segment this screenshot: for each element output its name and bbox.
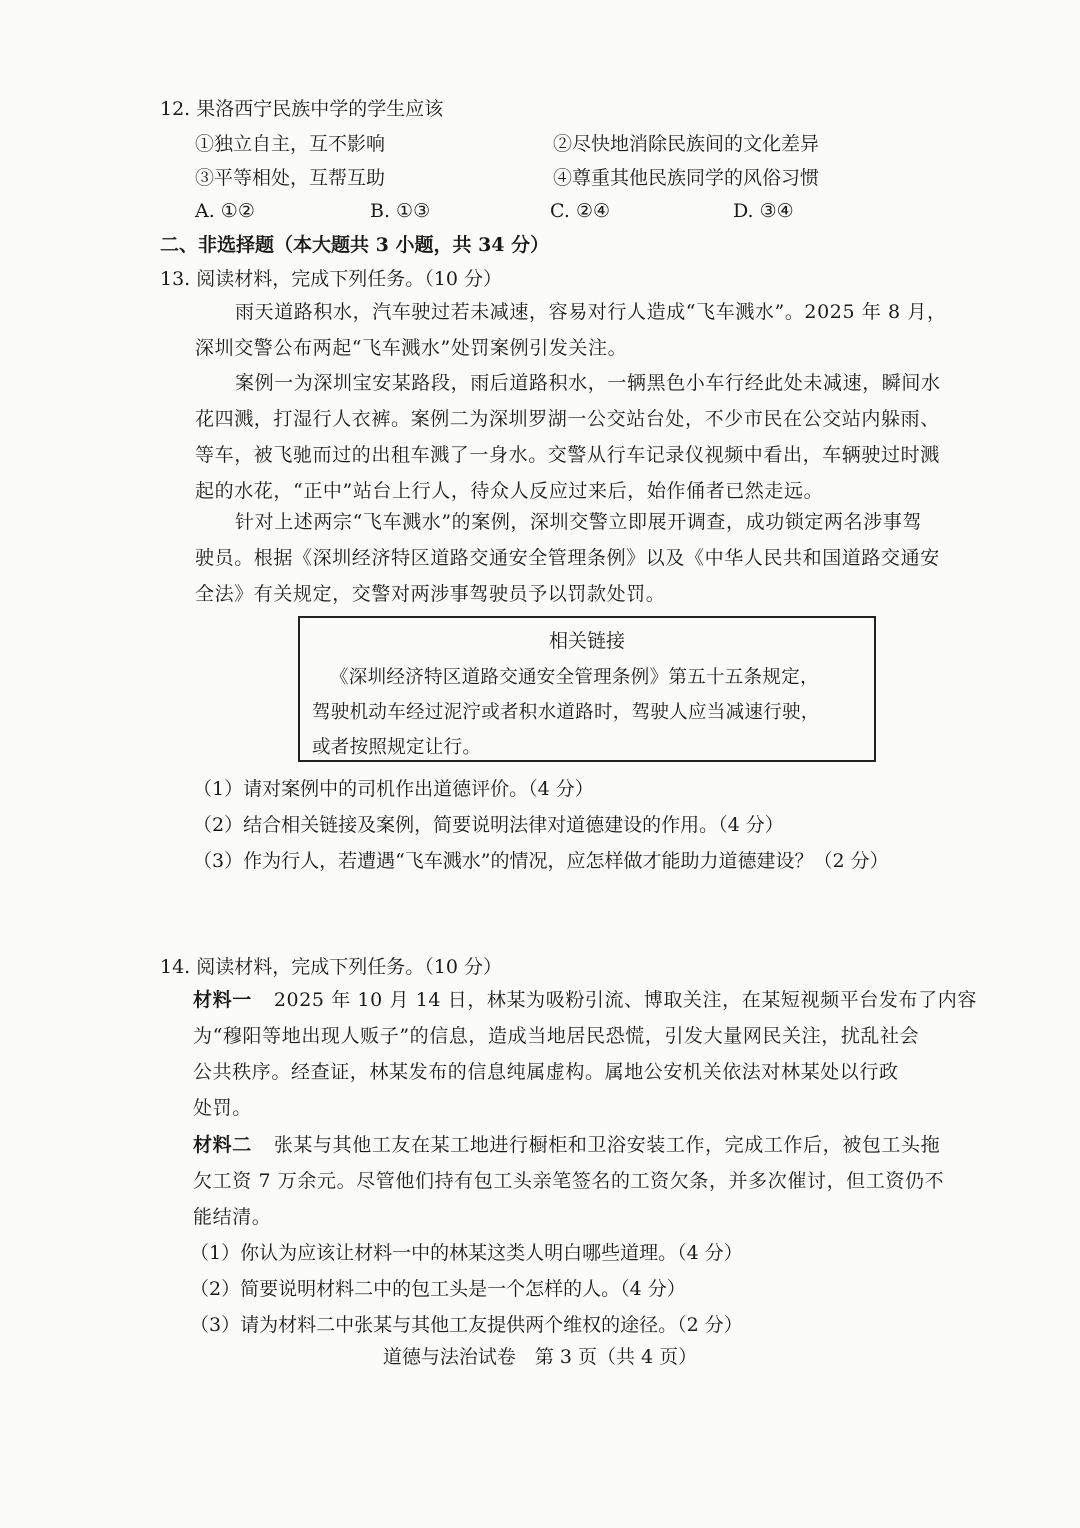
q13-p2-line-4: 起的水花，“正中”站台上行人，待众人反应过来后，始作俑者已然走远。	[195, 480, 824, 502]
material-2-label: 材料二	[193, 1134, 252, 1156]
q13-p1-line-1: 雨天道路积水，汽车驶过若未减速，容易对行人造成“飞车溅水”。2025 年 8 月，	[235, 301, 947, 323]
q13-task-1: （1）请对案例中的司机作出道德评价。（4 分）	[193, 778, 594, 800]
q13-task-3: （3）作为行人，若遭遇“飞车溅水”的情况，应怎样做才能助力道德建设？（2 分）	[193, 850, 889, 872]
q13-paragraph-2	[195, 365, 995, 509]
related-link-line-2: 驾驶机动车经过泥泞或者积水道路时，驾驶人应当减速行驶，	[312, 702, 820, 723]
q13-p3-line-2: 驶员。根据《深圳经济特区道路交通安全管理条例》以及《中华人民共和国道路交通安	[195, 547, 940, 569]
q14-material-2	[193, 1127, 993, 1235]
q12-option-b: B. ①③	[370, 200, 431, 222]
related-link-line-3: 或者按照规定让行。	[312, 737, 482, 758]
q13-p3-line-1: 针对上述两宗“飞车溅水”的案例，深圳交警立即展开调查，成功锁定两名涉事驾	[235, 511, 923, 533]
q12-item-1: ①独立自主，互不影响	[195, 133, 386, 155]
q14-m1-line-1	[193, 982, 993, 1018]
q12-option-d: D. ③④	[733, 200, 794, 222]
q14-material-1	[193, 982, 993, 1126]
section2-heading: 二、非选择题（本大题共 3 小题，共 34 分）	[160, 234, 550, 256]
material-1-label: 材料一	[193, 989, 252, 1011]
q14-task-2: （2）简要说明材料二中的包工头是一个怎样的人。（4 分）	[190, 1278, 686, 1300]
q14-m1-line-3: 公共秩序。经查证，林某发布的信息纯属虚构。属地公安机关依法对林某处以行政	[193, 1061, 899, 1083]
related-link-line-1: 《深圳经济特区道路交通安全管理条例》第五十五条规定，	[330, 667, 819, 688]
q14-task-1: （1）你认为应该让材料一中的林某这类人明白哪些道理。（4 分）	[190, 1242, 743, 1264]
q12-option-c: C. ②④	[550, 200, 611, 222]
q14-stem: 14. 阅读材料，完成下列任务。（10 分）	[160, 956, 502, 978]
q13-stem: 13. 阅读材料，完成下列任务。（10 分）	[160, 268, 502, 290]
page-footer: 道德与法治试卷 第 3 页（共 4 页）	[382, 1346, 698, 1368]
q13-p2-line-1: 案例一为深圳宝安某路段，雨后道路积水，一辆黑色小车行经此处未减速，瞬间水	[235, 372, 941, 394]
q13-p2-line-2: 花四溅，打湿行人衣裤。案例二为深圳罗湖一公交站台处，不少市民在公交站内躲雨、	[195, 408, 940, 430]
q13-task-2: （2）结合相关链接及案例，简要说明法律对道德建设的作用。（4 分）	[193, 814, 784, 836]
q14-m2-line-3: 能结清。	[193, 1206, 272, 1228]
q14-m2-text-1: 张某与其他工友在某工地进行橱柜和卫浴安装工作，完成工作后，被包工头拖	[273, 1134, 941, 1156]
q14-m2-line-2: 欠工资 7 万余元。尽管他们持有包工头亲笔签名的工资欠条，并多次催讨，但工资仍不	[193, 1170, 945, 1192]
related-link-title: 相关链接	[548, 630, 625, 652]
q13-p2-line-3: 等车，被飞驰而过的出租车溅了一身水。交警从行车记录仪视频中看出，车辆驶过时溅	[195, 444, 940, 466]
related-link-body	[312, 660, 864, 765]
q14-task-3: （3）请为材料二中张某与其他工友提供两个维权的途径。（2 分）	[190, 1314, 743, 1336]
q12-option-a: A. ①②	[195, 200, 255, 222]
q13-p3-line-3: 全法》有关规定，交警对两涉事驾驶员予以罚款处罚。	[195, 583, 666, 605]
q14-m1-line-2: 为“穆阳等地出现人贩子”的信息，造成当地居民恐慌，引发大量网民关注，扰乱社会	[193, 1025, 920, 1047]
q12-stem: 12. 果洛西宁民族中学的学生应该	[160, 98, 444, 120]
q13-paragraph-3	[195, 504, 995, 612]
q12-item-3: ③平等相处，互帮互助	[195, 167, 386, 189]
q14-m1-line-4: 处罚。	[193, 1097, 252, 1119]
q14-m2-line-1	[193, 1127, 993, 1163]
q12-item-2: ②尽快地消除民族间的文化差异	[553, 133, 820, 155]
q14-m1-text-1: 2025 年 10 月 14 日，林某为吸粉引流、博取关注，在某短视频平台发布了内容	[273, 989, 977, 1011]
q13-p1-line-2: 深圳交警公布两起“飞车溅水”处罚案例引发关注。	[195, 337, 628, 359]
q13-paragraph-1	[195, 294, 995, 366]
q12-item-4: ④尊重其他民族同学的风俗习惯	[553, 167, 820, 189]
related-link-box	[298, 616, 876, 762]
